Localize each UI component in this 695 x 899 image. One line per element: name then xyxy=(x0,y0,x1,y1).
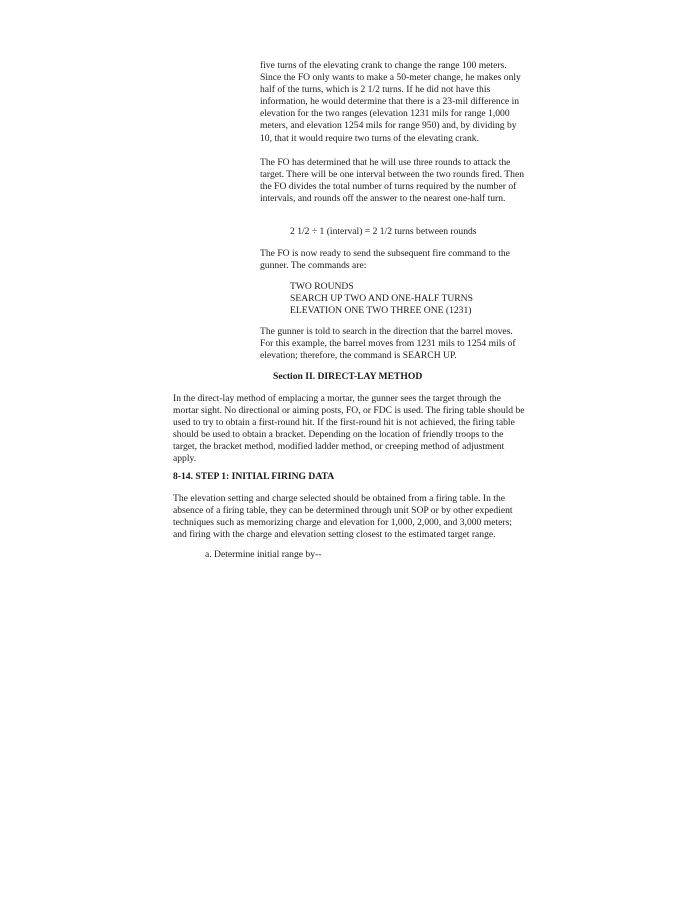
fire-command-line: TWO ROUNDS xyxy=(290,281,354,292)
paragraph-initial-firing-data: The elevation setting and charge selected should be obtained from a firing table. In the absence of a firing table, they can be determined through unit SOP or by other expedient techniques such as memorizing charge and elevation for 1,000, 2,000, and 3,000 meters; and firing with the charge and elevation setting closest to the estimated target range. xyxy=(173,493,513,541)
formula-turns-between-rounds: 2 1/2 ÷ 1 (interval) = 2 1/2 turns between rounds xyxy=(290,226,477,237)
paragraph-ready-to-send: The FO is now ready to send the subsequent fire command to the gunner. The commands are: xyxy=(260,248,510,272)
section-heading: Section II. DIRECT-LAY METHOD xyxy=(273,371,423,382)
paragraph-gunner-search: The gunner is told to search in the direction that the barrel moves. For this example, the barrel moves from 1231 mils to 1254 mils of elevation; therefore, the command is SEARCH UP. xyxy=(260,326,516,362)
fire-command-block xyxy=(290,281,525,317)
paragraph-range-change: five turns of the elevating crank to change the range 100 meters. Since the FO only wants to make a 50-meter change, he makes only half of the turns, which is 2 1/2 turns. If he did not have this information, he would determine that there is a 23-mil difference in elevation for the two ranges (elevation 1231 mils for range 1,000 meters, and elevation 1254 mils for range 950) and, by dividing by 10, that it would require two turns of the elevating crank. xyxy=(260,60,521,144)
subparagraph-a: a. Determine initial range by-- xyxy=(205,549,322,560)
paragraph-three-rounds: The FO has determined that he will use three rounds to attack the target. There will be one interval between the two rounds fired. Then the FO divides the total number of turns required by the number of intervals, and rounds off the answer to the nearest one-half turn. xyxy=(260,157,525,205)
fire-command-line: SEARCH UP TWO AND ONE-HALF TURNS xyxy=(290,293,473,305)
paragraph-direct-lay: In the direct-lay method of emplacing a mortar, the gunner sees the target through the mortar sight. No directional or aiming posts, FO, or FDC is used. The firing table should be used to try to obtain a first-round hit. If the first-round hit is not achieved, the firing table should be used to obtain a bracket. Depending on the location of friendly troops to the target, the bracket method, modified ladder method, or creeping method of adjustment apply. xyxy=(173,393,525,465)
fire-command-line: ELEVATION ONE TWO THREE ONE (1231) xyxy=(290,305,472,317)
step-heading: 8-14. STEP 1: INITIAL FIRING DATA xyxy=(173,471,335,482)
